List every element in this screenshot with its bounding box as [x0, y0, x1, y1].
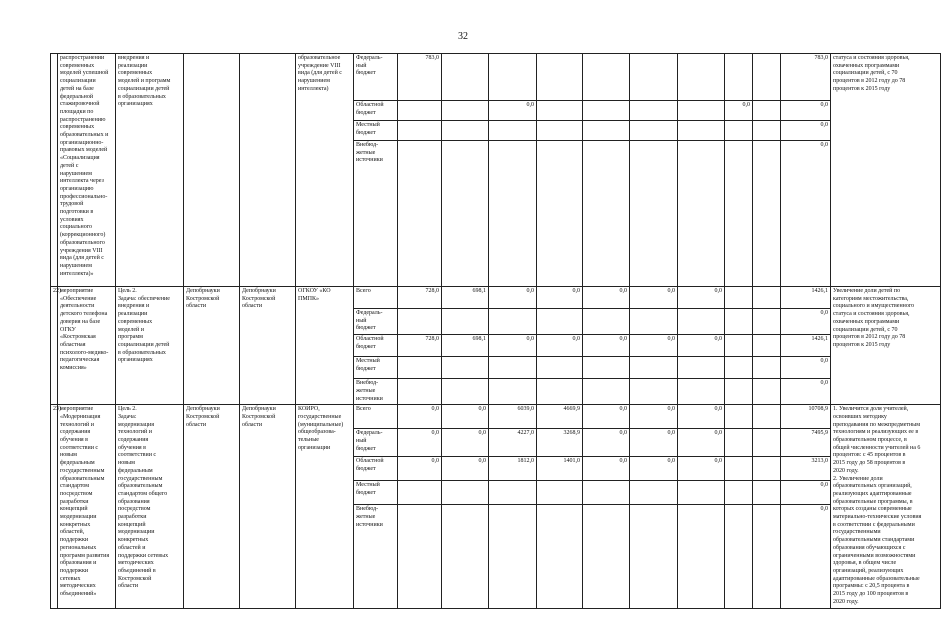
funding-source-cell: Федераль- ный бюджет [354, 54, 398, 101]
funding-total-cell: 0,0 [781, 481, 831, 505]
funding-total-cell: 0,0 [781, 357, 831, 379]
table-row [51, 405, 941, 429]
funding-total-cell: 0,0 [781, 505, 831, 608]
funding-value-cell [583, 505, 630, 608]
funding-total-cell: 3213,0 [781, 457, 831, 481]
funding-value-cell [678, 121, 725, 141]
funding-value-cell [489, 54, 537, 101]
expected-result-cell: 1. Увеличится доля учителей, освоивших методику преподавания по межпредметным технологиям и реализующих ее в образовательном процессе, в общей численности учителей на 6 процентов: с 45 процентов в 2015 году до 58 процентов в 2020 году. 2. Увеличение доли образовательных организаций, реализующих адаптированные образовательные программы, в которых созданы современные материально-технические условия в соответствии с федеральными государственными образовательными стандартами образования обучающихся с ограниченными возможностями здоровья, в общем числе организаций, реализующих адаптированные образовательные программы: с 20,5 процента в 2015 году до 100 процентов в 2020 году. [831, 405, 941, 608]
funding-source-cell: Местный бюджет [354, 357, 398, 379]
funding-value-cell [537, 379, 583, 405]
funding-value-cell: 0,0 [725, 101, 753, 121]
funding-value-cell: 0,0 [537, 335, 583, 357]
page-number: 32 [458, 31, 468, 42]
funding-value-cell [725, 457, 753, 481]
funding-value-cell: 0,0 [630, 429, 678, 457]
funding-value-cell [537, 357, 583, 379]
funding-value-cell [442, 505, 489, 608]
funding-value-cell [753, 481, 781, 505]
funding-value-cell [725, 287, 753, 309]
funding-value-cell: 3268,9 [537, 429, 583, 457]
funding-value-cell: 0,0 [678, 335, 725, 357]
funding-value-cell [753, 309, 781, 335]
funding-value-cell [753, 505, 781, 608]
funding-value-cell: 1812,0 [489, 457, 537, 481]
funding-value-cell [678, 379, 725, 405]
funding-value-cell [753, 335, 781, 357]
funding-source-cell: Местный бюджет [354, 481, 398, 505]
customer-cell: Депобрнауки Костромской области [184, 405, 240, 608]
funding-value-cell [725, 481, 753, 505]
funding-value-cell [630, 309, 678, 335]
funding-value-cell [398, 309, 442, 335]
funding-source-cell: Областной бюджет [354, 101, 398, 121]
funding-value-cell [489, 481, 537, 505]
funding-value-cell [678, 357, 725, 379]
funding-total-cell: 0,0 [781, 379, 831, 405]
funding-value-cell [753, 287, 781, 309]
funding-value-cell [583, 481, 630, 505]
funding-value-cell [630, 505, 678, 608]
funding-value-cell: 0,0 [398, 405, 442, 429]
funding-value-cell [753, 101, 781, 121]
funding-value-cell: 0,0 [583, 335, 630, 357]
funding-value-cell [753, 121, 781, 141]
funding-total-cell: 0,0 [781, 309, 831, 335]
funding-total-cell: 1426,1 [781, 335, 831, 357]
funding-value-cell: 783,0 [398, 54, 442, 101]
funding-value-cell [678, 101, 725, 121]
funding-value-cell [753, 379, 781, 405]
funding-value-cell [583, 121, 630, 141]
customer-cell [184, 54, 240, 287]
funding-value-cell [725, 121, 753, 141]
funding-value-cell [583, 379, 630, 405]
funding-source-cell: Федераль- ный бюджет [354, 429, 398, 457]
row-number-cell: 23) [51, 405, 58, 608]
funding-value-cell: 0,0 [398, 457, 442, 481]
funding-value-cell [398, 121, 442, 141]
executor-cell: КОИРО, государственные (муниципальные) общеобразова- тельные организации [296, 405, 354, 608]
funding-value-cell: 698,1 [442, 335, 489, 357]
funding-value-cell [725, 309, 753, 335]
funding-source-cell: Областной бюджет [354, 335, 398, 357]
funding-total-cell: 7495,9 [781, 429, 831, 457]
funding-value-cell: 0,0 [630, 457, 678, 481]
funding-value-cell [630, 101, 678, 121]
funding-value-cell [678, 505, 725, 608]
funding-value-cell: 0,0 [678, 405, 725, 429]
coordinator-cell [240, 54, 296, 287]
funding-source-cell: Внебюд- жетные источники [354, 141, 398, 287]
funding-source-cell: Местный бюджет [354, 121, 398, 141]
funding-value-cell: 0,0 [678, 429, 725, 457]
funding-value-cell [725, 405, 753, 429]
table-row [51, 54, 941, 101]
funding-total-cell: 0,0 [781, 121, 831, 141]
funding-value-cell [753, 141, 781, 287]
funding-value-cell [537, 505, 583, 608]
funding-value-cell: 0,0 [583, 457, 630, 481]
funding-value-cell [678, 54, 725, 101]
goal-task-cell: Цель 2. Задача: модернизация технологий и содержания обучения в соответствии с новым федеральным государственным образовательным стандартом общего образования посредством разработки концепций модернизации конкретных областей и поддержки сетевых методических объединений в Костромской области [116, 405, 184, 608]
funding-value-cell [489, 309, 537, 335]
table-row [51, 287, 941, 309]
funding-value-cell [725, 335, 753, 357]
activity-description-cell: мероприятие «Обеспечение деятельности детского телефона доверия на базе ОГКУ «Костромская областная психолого-медико- педагогическая комиссия» [58, 287, 116, 405]
funding-value-cell: 0,0 [678, 457, 725, 481]
funding-value-cell [537, 54, 583, 101]
table-body [51, 54, 941, 609]
funding-value-cell [753, 429, 781, 457]
funding-value-cell [630, 481, 678, 505]
funding-value-cell: 1401,0 [537, 457, 583, 481]
funding-value-cell: 0,0 [630, 335, 678, 357]
funding-total-cell: 0,0 [781, 101, 831, 121]
funding-value-cell [442, 309, 489, 335]
funding-value-cell [537, 101, 583, 121]
funding-value-cell: 0,0 [630, 287, 678, 309]
funding-source-cell: Внебюд- жетные источники [354, 505, 398, 608]
coordinator-cell: Депобрнауки Костромской области [240, 287, 296, 405]
funding-value-cell: 0,0 [537, 287, 583, 309]
funding-value-cell: 0,0 [583, 287, 630, 309]
funding-value-cell [583, 309, 630, 335]
funding-value-cell: 4669,9 [537, 405, 583, 429]
funding-value-cell [537, 121, 583, 141]
funding-value-cell [489, 121, 537, 141]
customer-cell: Депобрнауки Костромской области [184, 287, 240, 405]
funding-source-cell: Внебюд- жетные источники [354, 379, 398, 405]
executor-cell: образовательное учреждение VIII вида (для детей с нарушением интеллекта) [296, 54, 354, 287]
expected-result-cell: Увеличение доли детей по категориям местожительства, социального и имущественного статуса и состояния здоровья, охваченных программами социализации детей, с 70 процентов в 2012 году до 78 процентов к 2015 году [831, 287, 941, 405]
funding-value-cell [630, 357, 678, 379]
funding-total-cell: 1426,1 [781, 287, 831, 309]
funding-value-cell [537, 309, 583, 335]
funding-value-cell: 0,0 [442, 457, 489, 481]
funding-value-cell: 0,0 [442, 429, 489, 457]
funding-value-cell [442, 101, 489, 121]
funding-value-cell [678, 309, 725, 335]
funding-value-cell [630, 54, 678, 101]
funding-value-cell [725, 54, 753, 101]
funding-value-cell: 0,0 [489, 101, 537, 121]
funding-value-cell [537, 481, 583, 505]
funding-value-cell: 0,0 [398, 429, 442, 457]
funding-value-cell [398, 357, 442, 379]
funding-value-cell [630, 141, 678, 287]
funding-value-cell [753, 457, 781, 481]
goal-task-cell: Цель 2. Задача: обеспечение внедрения и реализации современных моделей и программ социализации детей в образовательных организациях [116, 287, 184, 405]
funding-value-cell [583, 54, 630, 101]
row-number-cell [51, 54, 58, 287]
funding-value-cell [725, 505, 753, 608]
executor-cell: ОГКОУ «КО ПМПК» [296, 287, 354, 405]
funding-value-cell [630, 121, 678, 141]
funding-value-cell: 0,0 [442, 405, 489, 429]
funding-value-cell: 728,0 [398, 287, 442, 309]
funding-value-cell [489, 357, 537, 379]
funding-value-cell: 698,1 [442, 287, 489, 309]
funding-value-cell [442, 481, 489, 505]
funding-value-cell: 0,0 [583, 429, 630, 457]
funding-value-cell [725, 357, 753, 379]
expected-result-cell: статуса и состояния здоровья, охваченных программами социализации детей, с 70 процентов в 2012 году до 78 процентов к 2015 году [831, 54, 941, 287]
funding-value-cell: 4227,0 [489, 429, 537, 457]
funding-value-cell [725, 379, 753, 405]
funding-value-cell: 6039,0 [489, 405, 537, 429]
funding-value-cell [489, 141, 537, 287]
funding-value-cell [398, 481, 442, 505]
funding-value-cell: 0,0 [489, 335, 537, 357]
funding-value-cell [489, 505, 537, 608]
coordinator-cell: Депобрнауки Костромской области [240, 405, 296, 608]
funding-value-cell [678, 141, 725, 287]
funding-value-cell [442, 121, 489, 141]
funding-value-cell [583, 357, 630, 379]
funding-total-cell: 783,0 [781, 54, 831, 101]
funding-value-cell: 0,0 [583, 405, 630, 429]
funding-value-cell [442, 379, 489, 405]
funding-value-cell [398, 101, 442, 121]
funding-source-cell: Всего [354, 287, 398, 309]
row-number-cell: 22) [51, 287, 58, 405]
funding-source-cell: Всего [354, 405, 398, 429]
funding-value-cell [398, 505, 442, 608]
funding-value-cell [583, 101, 630, 121]
funding-source-cell: Федераль- ный бюджет [354, 309, 398, 335]
funding-value-cell [753, 405, 781, 429]
activity-description-cell: мероприятие «Модернизация технологий и содержания обучения в соответствии с новым федеральным государственным образовательным стандартом посредством разработки концепций модернизации конкретных областей, поддержки региональных программ развития образования и поддержки сетевых методических объединений» [58, 405, 116, 608]
funding-value-cell [537, 141, 583, 287]
funding-value-cell [442, 357, 489, 379]
funding-value-cell [725, 141, 753, 287]
funding-source-cell: Областной бюджет [354, 457, 398, 481]
funding-value-cell: 0,0 [489, 287, 537, 309]
funding-total-cell: 0,0 [781, 141, 831, 287]
funding-value-cell [442, 54, 489, 101]
funding-total-cell: 10708,9 [781, 405, 831, 429]
funding-value-cell [753, 357, 781, 379]
funding-value-cell [678, 481, 725, 505]
funding-value-cell [442, 141, 489, 287]
goal-task-cell: внедрения и реализации современных моделей и программ социализации детей в образовательных организациях [116, 54, 184, 287]
funding-value-cell: 0,0 [678, 287, 725, 309]
funding-value-cell [583, 141, 630, 287]
funding-value-cell [725, 429, 753, 457]
funding-value-cell: 728,0 [398, 335, 442, 357]
funding-value-cell [398, 379, 442, 405]
activity-description-cell: распространении современных моделей успешной социализации детей на базе федеральной стажировочной площадки по распространению современных образовательных и организационно- правовых моделей «Социализация детей с нарушением интеллекта через организацию профессионально- трудовой подготовки в условиях социального (коррекционного) образовательного учреждения VIII вида (для детей с нарушением интеллекта)» [58, 54, 116, 287]
funding-value-cell: 0,0 [630, 405, 678, 429]
funding-value-cell [753, 54, 781, 101]
funding-value-cell [489, 379, 537, 405]
funding-value-cell [398, 141, 442, 287]
funding-value-cell [630, 379, 678, 405]
program-activities-table [50, 53, 941, 609]
